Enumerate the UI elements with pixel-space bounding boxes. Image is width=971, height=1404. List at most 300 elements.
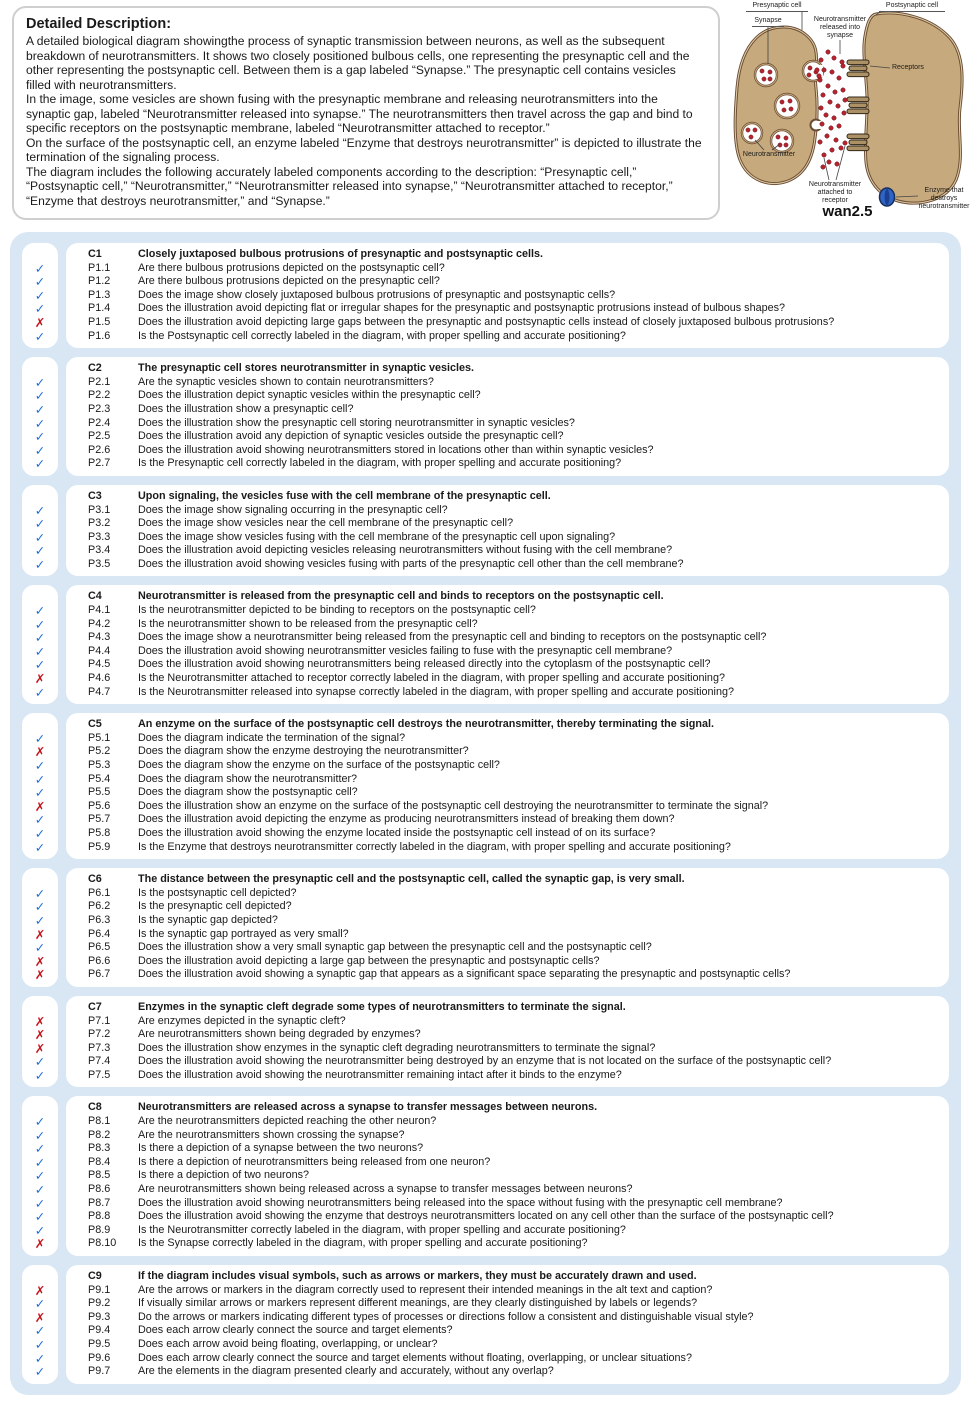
description-paragraph: A detailed biological diagram showingthe process of synaptic transmission between neurons, as well as the subsequent breakdown of neurotransmitters. It shows two closely positioned bulbous cells, one representing the presynaptic cell and the other representing the postsynaptic cell. Between them is a gap labeled “Synapse.” The presynaptic cell contains vesicles filled with neurotransmitters. <box>26 34 690 92</box>
check-icon: ✓ <box>34 328 46 344</box>
section-title: An enzyme on the surface of the postsynaptic cell destroys the neurotransmitter, thereby terminating the signal. <box>138 718 714 731</box>
question-row <box>78 672 937 686</box>
question-text: Does the illustration show the presynaptic cell storing neurotransmitter in synaptic vesicles? <box>138 416 575 429</box>
question-text: Is the synaptic gap portrayed as very small? <box>138 927 349 940</box>
cross-icon: ✗ <box>34 1236 46 1252</box>
section-header <box>78 490 937 504</box>
label-neurotransmitter-attached: Neurotransmitter attached to receptor <box>808 181 862 204</box>
question-text: Does the illustration avoid showing the enzyme located inside the postsynaptic cell instead of on its surface? <box>138 826 656 839</box>
question-row <box>78 389 937 403</box>
question-id: P8.9 <box>88 1223 111 1236</box>
marks-card <box>22 996 58 1088</box>
question-row <box>78 1015 937 1029</box>
check-icon: ✓ <box>34 1195 46 1211</box>
question-text: Is there a depiction of two neurons? <box>138 1169 310 1182</box>
check-icon: ✓ <box>34 630 46 646</box>
check-icon: ✓ <box>34 1350 46 1366</box>
check-icon: ✓ <box>34 502 46 518</box>
cross-icon: ✗ <box>34 1282 46 1298</box>
question-row <box>78 928 937 942</box>
section-header <box>78 718 937 732</box>
question-text: Is the neurotransmitter depicted to be binding to receptors on the postsynaptic cell? <box>138 604 536 617</box>
checklist-panel <box>10 232 961 1395</box>
checklist-section-c2 <box>22 357 949 476</box>
check-icon: ✓ <box>34 616 46 632</box>
section-id: C5 <box>88 718 102 731</box>
question-id: P1.2 <box>88 275 111 288</box>
question-text: Are neurotransmitters shown being released across a synapse to transfer messages between neurons? <box>138 1183 633 1196</box>
question-row <box>78 686 937 700</box>
question-row <box>78 1115 937 1129</box>
marks-card <box>22 357 58 476</box>
question-text: Does the illustration depict synaptic vesicles within the presynaptic cell? <box>138 389 481 402</box>
description-body <box>26 34 704 208</box>
question-text: Is the Neurotransmitter attached to receptor correctly labeled in the diagram, with proper spelling and accurate positioning? <box>138 672 725 685</box>
mark-spacer <box>22 1270 58 1284</box>
question-row <box>78 914 937 928</box>
question-id: P1.3 <box>88 288 111 301</box>
check-icon: ✓ <box>34 543 46 559</box>
question-row <box>78 517 937 531</box>
figure-caption: wan2.5 <box>822 203 873 220</box>
cross-icon: ✗ <box>34 1013 46 1029</box>
question-row <box>78 813 937 827</box>
questions-card <box>66 357 949 476</box>
section-header <box>78 873 937 887</box>
question-text: Does the illustration avoid showing the enzyme that destroys neurotransmitters located on any cell other than the surface of the postsynaptic cell? <box>138 1210 834 1223</box>
question-text: Are enzymes depicted in the synaptic cleft? <box>138 1014 346 1027</box>
question-id: P6.2 <box>88 900 111 913</box>
question-text: Does the illustration avoid depicting large gaps between the presynaptic and postsynaptic cells instead of closely juxtaposed bulbous protrusions? <box>138 315 835 328</box>
question-id: P2.4 <box>88 416 111 429</box>
question-text: Does the illustration show an enzyme on the surface of the postsynaptic cell destroying the neurotransmitter to terminate the signal? <box>138 799 769 812</box>
check-icon: ✓ <box>34 401 46 417</box>
description-paragraph: The diagram includes the following accurately labeled components according to the description: “Presynaptic cell,” “Postsynaptic cell,” “Neurotransmitter,” “Neurotransmitter released into synapse,” “Neurotransmitter attached to receptor,” “Enzyme that destroys neurotransmitter,” and “Synapse.” <box>26 164 673 208</box>
check-icon: ✓ <box>34 1323 46 1339</box>
question-row <box>78 827 937 841</box>
question-row <box>78 1297 937 1311</box>
check-icon: ✓ <box>34 1364 46 1380</box>
question-row <box>78 1224 937 1238</box>
label-enzyme: Enzyme that destroys neurotransmitter <box>918 187 970 210</box>
check-icon: ✓ <box>34 1182 46 1198</box>
check-icon: ✓ <box>34 1168 46 1184</box>
mark-spacer <box>22 718 58 732</box>
question-row <box>78 900 937 914</box>
question-text: Does the diagram show the postsynaptic cell? <box>138 786 358 799</box>
detailed-description-box <box>12 6 720 220</box>
section-id: C2 <box>88 362 102 375</box>
question-text: Does the diagram show the neurotransmitter? <box>138 772 358 785</box>
section-title: Neurotransmitters are released across a synapse to transfer messages between neurons. <box>138 1101 598 1114</box>
question-row <box>78 302 937 316</box>
mark-spacer <box>22 1101 58 1115</box>
checklist-section-c6 <box>22 868 949 987</box>
question-id: P6.4 <box>88 927 111 940</box>
question-row <box>78 773 937 787</box>
section-header <box>78 248 937 262</box>
question-text: Does the illustration avoid depicting vesicles releasing neurotransmitters without fusing with the cell membrane? <box>138 544 673 557</box>
question-text: Does the diagram show the enzyme destroying the neurotransmitter? <box>138 745 469 758</box>
check-icon: ✓ <box>34 429 46 445</box>
question-text: Does the image show vesicles fusing with the cell membrane of the presynaptic cell upon signaling? <box>138 530 616 543</box>
question-id: P8.7 <box>88 1196 111 1209</box>
check-icon: ✓ <box>34 643 46 659</box>
question-id: P5.3 <box>88 759 111 771</box>
check-icon: ✓ <box>34 771 46 787</box>
check-icon: ✓ <box>34 556 46 572</box>
question-row <box>78 631 937 645</box>
question-id: P3.5 <box>88 557 111 570</box>
check-icon: ✓ <box>34 388 46 404</box>
question-text: Is the Synapse correctly labeled in the diagram, with proper spelling and accurate positioning? <box>138 1237 588 1250</box>
cross-icon: ✗ <box>34 671 46 687</box>
question-row <box>78 1311 937 1325</box>
question-text: Does the image show closely juxtaposed bulbous protrusions of presynaptic and postsynaptic cells? <box>138 288 616 301</box>
question-id: P5.6 <box>88 799 111 812</box>
check-icon: ✓ <box>34 260 46 276</box>
question-row <box>78 403 937 417</box>
check-icon: ✓ <box>34 684 46 700</box>
mark-spacer <box>22 490 58 504</box>
question-id: P8.3 <box>88 1142 111 1155</box>
synapse-figure <box>724 0 971 230</box>
question-id: P5.5 <box>88 786 111 799</box>
label-presynaptic-cell: Presynaptic cell <box>746 2 808 12</box>
check-icon: ✓ <box>34 301 46 317</box>
question-id: P6.7 <box>88 968 111 981</box>
check-icon: ✓ <box>34 442 46 458</box>
question-row <box>78 544 937 558</box>
question-row <box>78 1284 937 1298</box>
question-row <box>78 457 937 471</box>
question-id: P4.7 <box>88 685 111 698</box>
question-text: Are neurotransmitters shown being degraded by enzymes? <box>138 1028 421 1041</box>
question-text: Does the diagram indicate the termination of the signal? <box>138 731 406 744</box>
question-id: P6.5 <box>88 941 111 954</box>
question-text: Are there bulbous protrusions depicted on the presynaptic cell? <box>138 275 440 288</box>
section-title: Neurotransmitter is released from the presynaptic cell and binds to receptors on the postsynaptic cell. <box>138 590 664 603</box>
cross-icon: ✗ <box>34 1309 46 1325</box>
checklist-section-c8 <box>22 1096 949 1256</box>
question-row <box>78 376 937 390</box>
question-id: P4.4 <box>88 644 111 657</box>
questions-card <box>66 996 949 1088</box>
question-id: P1.5 <box>88 315 111 328</box>
question-text: Does the image show a neurotransmitter being released from the presynaptic cell and binding to receptors on the postsynaptic cell? <box>138 631 767 644</box>
question-text: Does the illustration avoid depicting a large gap between the presynaptic and postsynaptic cells? <box>138 954 600 967</box>
question-text: Does the illustration show a presynaptic cell? <box>138 402 354 415</box>
checklist-section-c3 <box>22 485 949 577</box>
section-header <box>78 1101 937 1115</box>
checklist-section-c1 <box>22 243 949 348</box>
label-neurotransmitter-released: Neurotransmitter released into synapse <box>813 16 867 39</box>
question-text: Do the arrows or markers indicating different types of processes or directions follow a consistent and distinguishable visual style? <box>138 1310 754 1323</box>
question-text: Are there bulbous protrusions depicted on the postsynaptic cell? <box>138 261 445 274</box>
question-id: P1.6 <box>88 329 111 342</box>
question-text: Does the illustration avoid showing neurotransmitters stored in locations other than within synaptic vesicles? <box>138 443 654 456</box>
question-text: Does the illustration avoid showing the neurotransmitter remaining intact after it binds to the enzyme? <box>138 1068 622 1081</box>
question-id: P4.2 <box>88 617 111 630</box>
mark-spacer <box>22 590 58 604</box>
question-id: P2.2 <box>88 389 111 402</box>
question-id: P7.5 <box>88 1068 111 1081</box>
section-title: Closely juxtaposed bulbous protrusions of presynaptic and postsynaptic cells. <box>138 248 543 260</box>
section-title: If the diagram includes visual symbols, such as arrows or markers, they must be accurately drawn and used. <box>138 1270 697 1282</box>
question-text: Does each arrow avoid being floating, overlapping, or unclear? <box>138 1337 438 1350</box>
marks-card <box>22 1265 58 1384</box>
question-text: Are the neurotransmitters depicted reaching the other neuron? <box>138 1115 437 1128</box>
check-icon: ✓ <box>34 1336 46 1352</box>
question-row <box>78 786 937 800</box>
checklist-section-c9 <box>22 1265 949 1384</box>
check-icon: ✓ <box>34 1209 46 1225</box>
section-header <box>78 1001 937 1015</box>
check-icon: ✓ <box>34 812 46 828</box>
marks-card <box>22 1096 58 1256</box>
question-row <box>78 289 937 303</box>
check-icon: ✓ <box>34 1222 46 1238</box>
question-text: Is there a depiction of neurotransmitters being released from one neuron? <box>138 1155 491 1168</box>
question-row <box>78 1237 937 1251</box>
question-id: P2.6 <box>88 443 111 456</box>
question-text: Does the illustration avoid showing a synaptic gap that appears as a significant space separating the presynaptic and postsynaptic cells? <box>138 968 791 981</box>
check-icon: ✓ <box>34 287 46 303</box>
section-id: C9 <box>88 1270 102 1282</box>
marks-card <box>22 243 58 348</box>
question-row <box>78 732 937 746</box>
question-row <box>78 1028 937 1042</box>
question-id: P9.2 <box>88 1297 111 1310</box>
check-icon: ✓ <box>34 940 46 956</box>
question-row <box>78 759 937 773</box>
check-icon: ✓ <box>34 1067 46 1083</box>
question-id: P4.5 <box>88 658 111 671</box>
question-text: Does the illustration avoid depicting flat or irregular shapes for the presynaptic and postsynaptic protrusions instead of bulbous shapes? <box>138 302 785 315</box>
questions-card <box>66 1096 949 1256</box>
cross-icon: ✗ <box>34 926 46 942</box>
check-icon: ✓ <box>34 415 46 431</box>
description-title: Detailed Description: <box>26 16 172 32</box>
question-row <box>78 1069 937 1083</box>
question-id: P8.10 <box>88 1237 117 1250</box>
question-id: P9.3 <box>88 1310 111 1323</box>
question-id: P3.1 <box>88 503 111 516</box>
check-icon: ✓ <box>34 912 46 928</box>
question-row <box>78 658 937 672</box>
question-id: P5.8 <box>88 826 111 839</box>
section-id: C4 <box>88 590 102 603</box>
postsynaptic-cell <box>864 13 962 203</box>
question-text: Does the illustration avoid showing neurotransmitter vesicles failing to fuse with the presynaptic cell membrane? <box>138 644 673 657</box>
question-row <box>78 618 937 632</box>
question-row <box>78 968 937 982</box>
question-row <box>78 262 937 276</box>
question-row <box>78 1365 937 1379</box>
check-icon: ✓ <box>34 758 46 773</box>
question-text: Is the Enzyme that destroys neurotransmitter correctly labeled in the diagram, with proper spelling and accurate positioning? <box>138 840 731 853</box>
section-header <box>78 1270 937 1284</box>
check-icon: ✓ <box>34 529 46 545</box>
question-row <box>78 645 937 659</box>
question-id: P1.1 <box>88 261 111 274</box>
question-text: Are the elements in the diagram presented clearly and accurately, without any overlap? <box>138 1365 554 1378</box>
question-text: Is the Presynaptic cell correctly labeled in the diagram, with proper spelling and accurate positioning? <box>138 457 622 470</box>
question-id: P6.3 <box>88 913 111 926</box>
question-id: P8.6 <box>88 1183 111 1196</box>
question-row <box>78 800 937 814</box>
question-text: If visually similar arrows or markers represent different meanings, are they clearly distinguished by labels or legends? <box>138 1297 698 1310</box>
question-id: P6.6 <box>88 954 111 967</box>
question-id: P9.7 <box>88 1365 111 1378</box>
section-id: C6 <box>88 873 102 886</box>
question-text: Does the illustration show a very small synaptic gap between the presynaptic cell and the postsynaptic cell? <box>138 941 652 954</box>
marks-card <box>22 868 58 987</box>
label-neurotransmitter: Neurotransmitter <box>742 151 796 158</box>
question-row <box>78 745 937 759</box>
question-row <box>78 604 937 618</box>
question-row <box>78 1324 937 1338</box>
section-title: The presynaptic cell stores neurotransmitter in synaptic vesicles. <box>138 362 475 375</box>
section-title: Enzymes in the synaptic cleft degrade some types of neurotransmitters to terminate the signal. <box>138 1000 626 1013</box>
questions-card <box>66 243 949 348</box>
question-row <box>78 841 937 855</box>
question-text: Does the illustration avoid showing the neurotransmitter being destroyed by an enzyme that is not located on the surface of the postsynaptic cell? <box>138 1055 832 1068</box>
question-row <box>78 1210 937 1224</box>
question-row <box>78 330 937 344</box>
question-text: Are the synaptic vesicles shown to contain neurotransmitters? <box>138 375 434 388</box>
checklist-section-c4 <box>22 585 949 704</box>
section-header <box>78 590 937 604</box>
check-icon: ✓ <box>34 1054 46 1070</box>
question-id: P8.1 <box>88 1115 111 1128</box>
question-id: P7.4 <box>88 1055 111 1068</box>
section-id: C3 <box>88 489 102 502</box>
question-row <box>78 1169 937 1183</box>
questions-card <box>66 713 949 859</box>
question-text: Are the arrows or markers in the diagram correctly used to represent their intended meanings in the alt text and caption? <box>138 1283 713 1296</box>
question-row <box>78 887 937 901</box>
cross-icon: ✗ <box>34 1040 46 1056</box>
cross-icon: ✗ <box>34 1027 46 1043</box>
question-id: P1.4 <box>88 302 111 315</box>
label-postsynaptic-cell: Postsynaptic cell <box>879 2 945 12</box>
question-row <box>78 444 937 458</box>
question-id: P5.9 <box>88 840 111 853</box>
cross-icon: ✗ <box>34 953 46 969</box>
question-id: P4.1 <box>88 604 111 617</box>
question-text: Does the image show signaling occurring in the presynaptic cell? <box>138 503 448 516</box>
question-id: P9.4 <box>88 1324 111 1337</box>
question-text: Is the Neurotransmitter released into synapse correctly labeled in the diagram, with proper spelling and accurate positioning? <box>138 685 734 698</box>
section-header <box>78 362 937 376</box>
question-text: Does the illustration avoid any depiction of synaptic vesicles outside the presynaptic cell? <box>138 430 564 443</box>
checklist-section-c5 <box>22 713 949 859</box>
check-icon: ✓ <box>34 1114 46 1130</box>
section-id: C1 <box>88 248 102 260</box>
question-id: P2.5 <box>88 430 111 443</box>
marks-card <box>22 585 58 704</box>
question-row <box>78 1338 937 1352</box>
check-icon: ✓ <box>34 839 46 855</box>
question-id: P7.3 <box>88 1041 111 1054</box>
question-id: P7.2 <box>88 1028 111 1041</box>
question-text: Does the illustration show enzymes in the synaptic cleft degrading neurotransmitters to terminate the signal? <box>138 1041 656 1054</box>
question-id: P3.2 <box>88 517 111 530</box>
question-row <box>78 504 937 518</box>
question-id: P9.6 <box>88 1351 111 1364</box>
question-text: Does the diagram show the enzyme on the surface of the postsynaptic cell? <box>138 759 500 771</box>
receptors <box>847 60 869 151</box>
question-row <box>78 1055 937 1069</box>
question-text: Does the illustration avoid showing vesicles fusing with parts of the presynaptic cell other than the cell membrane? <box>138 557 684 570</box>
check-icon: ✓ <box>34 1154 46 1170</box>
question-text: Does each arrow clearly connect the source and target elements? <box>138 1324 453 1337</box>
question-row <box>78 316 937 330</box>
question-id: P2.3 <box>88 402 111 415</box>
question-text: Is the synaptic gap depicted? <box>138 913 278 926</box>
description-paragraph: In the image, some vesicles are shown fusing with the presynaptic membrane and releasing neurotransmitters into the synaptic gap, labeled “Neurotransmitter released into synapse.” The neurotransmitters then travel across the gap and bind to specific receptors on the postsynaptic membrane, labeled “Neurotransmitter attached to receptor.” <box>26 92 693 135</box>
question-text: Is the neurotransmitter shown to be released from the presynaptic cell? <box>138 617 478 630</box>
mark-spacer <box>22 362 58 376</box>
cross-icon: ✗ <box>34 744 46 760</box>
section-id: C8 <box>88 1101 102 1114</box>
mark-spacer <box>22 873 58 887</box>
question-id: P4.3 <box>88 631 111 644</box>
check-icon: ✓ <box>34 825 46 841</box>
question-id: P8.5 <box>88 1169 111 1182</box>
check-icon: ✓ <box>34 785 46 801</box>
question-id: P9.1 <box>88 1283 111 1296</box>
questions-card <box>66 485 949 577</box>
check-icon: ✓ <box>34 1141 46 1157</box>
question-id: P3.4 <box>88 544 111 557</box>
question-row <box>78 1042 937 1056</box>
question-id: P5.4 <box>88 772 111 785</box>
question-text: Does the image show vesicles near the cell membrane of the presynaptic cell? <box>138 517 514 530</box>
check-icon: ✓ <box>34 603 46 619</box>
check-icon: ✓ <box>34 456 46 472</box>
label-receptors: Receptors <box>892 64 924 71</box>
checklist-section-c7 <box>22 996 949 1088</box>
question-text: Does the illustration avoid showing neurotransmitters being released directly into the cytoplasm of the postsynaptic cell? <box>138 658 711 671</box>
question-row <box>78 955 937 969</box>
cross-icon: ✗ <box>34 798 46 814</box>
mark-spacer <box>22 1001 58 1015</box>
question-text: Is the Postsynaptic cell correctly labeled in the diagram, with proper spelling and accurate positioning? <box>138 329 626 342</box>
question-row <box>78 1129 937 1143</box>
question-row <box>78 1156 937 1170</box>
question-id: P6.1 <box>88 886 111 899</box>
section-id: C7 <box>88 1000 102 1013</box>
question-row <box>78 1197 937 1211</box>
questions-card <box>66 1265 949 1384</box>
question-text: Is there a depiction of a synapse between the two neurons? <box>138 1142 424 1155</box>
cross-icon: ✗ <box>34 967 46 983</box>
check-icon: ✓ <box>34 657 46 673</box>
question-row <box>78 275 937 289</box>
question-row <box>78 941 937 955</box>
question-text: Does the illustration avoid depicting the enzyme as producing neurotransmitters instead of breaking them down? <box>138 813 675 826</box>
section-title: Upon signaling, the vesicles fuse with the cell membrane of the presynaptic cell. <box>138 489 551 502</box>
question-row <box>78 531 937 545</box>
check-icon: ✓ <box>34 374 46 390</box>
question-row <box>78 417 937 431</box>
question-id: P9.5 <box>88 1337 111 1350</box>
question-text: Is the postsynaptic cell depicted? <box>138 886 297 899</box>
question-id: P2.7 <box>88 457 111 470</box>
questions-card <box>66 868 949 987</box>
